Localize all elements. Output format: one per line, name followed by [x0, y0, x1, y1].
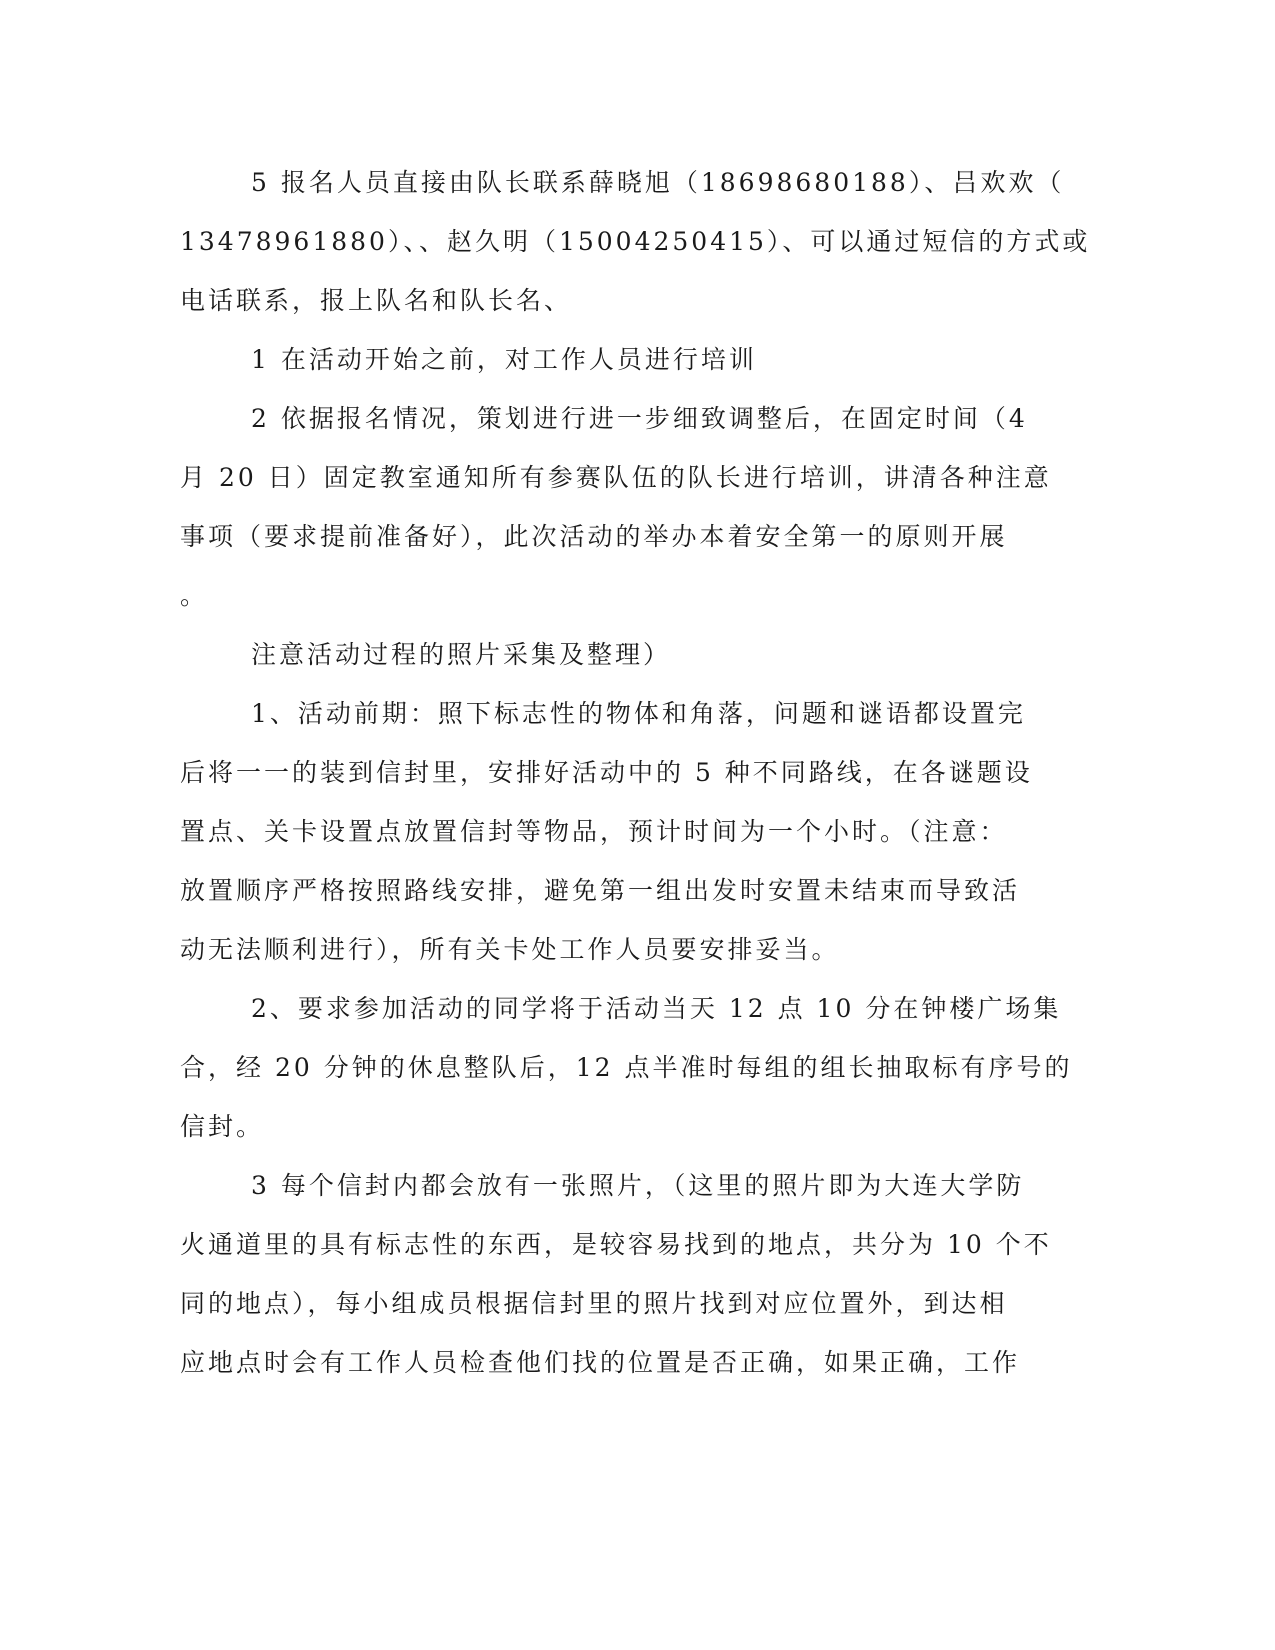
text-line: 信封。 — [180, 1112, 265, 1141]
paragraph — [180, 153, 1091, 330]
text-line: 电话联系，报上队名和队长名、 — [180, 286, 573, 315]
text-line: 置点、关卡设置点放置信封等物品，预计时间为一个小时。（注意： — [180, 817, 1008, 846]
text-line: 后将一一的装到信封里，安排好活动中的 5 种不同路线，在各谜题设 — [180, 758, 1033, 787]
text-line: 。 — [180, 581, 209, 610]
text-line: 事项（要求提前准备好），此次活动的举办本着安全第一的原则开展 — [180, 522, 1008, 551]
paragraph — [180, 389, 1052, 625]
text-line: 2 依据报名情况，策划进行进一步细致调整后，在固定时间（4 — [251, 404, 1028, 433]
paragraph — [180, 979, 1073, 1156]
text-line: 1、活动前期：照下标志性的物体和角落，问题和谜语都设置完 — [251, 699, 1026, 728]
paragraph — [180, 330, 1030, 389]
text-line: 放置顺序严格按照路线安排，避免第一组出发时安置未结束而导致活 — [180, 876, 1021, 905]
paragraph — [180, 684, 1033, 979]
document-body — [180, 153, 1091, 1392]
text-line: 13478961880）、、赵久明（15004250415）、可以通过短信的方式或 — [180, 227, 1091, 256]
text-line: 同的地点），每小组成员根据信封里的照片找到对应位置外，到达相 — [180, 1289, 1008, 1318]
text-line: 1 在活动开始之前，对工作人员进行培训 — [251, 345, 757, 374]
text-line: 动无法顺利进行），所有关卡处工作人员要安排妥当。 — [180, 935, 840, 964]
paragraph — [180, 1156, 1052, 1392]
text-line: 注意活动过程的照片采集及整理） — [251, 640, 672, 669]
text-line: 合，经 20 分钟的休息整队后，12 点半准时每组的组长抽取标有序号的 — [180, 1053, 1073, 1082]
text-line: 应地点时会有工作人员检查他们找的位置是否正确，如果正确，工作 — [180, 1348, 1021, 1377]
text-line: 5 报名人员直接由队长联系薛晓旭（18698680188）、吕欢欢（ — [251, 168, 1065, 197]
text-line: 月 20 日）固定教室通知所有参赛队伍的队长进行培训，讲清各种注意 — [180, 463, 1052, 492]
text-line: 火通道里的具有标志性的东西，是较容易找到的地点，共分为 10 个不 — [180, 1230, 1052, 1259]
text-line: 3 每个信封内都会放有一张照片，（这里的照片即为大连大学防 — [251, 1171, 1025, 1200]
paragraph — [180, 625, 1030, 684]
text-line: 2、要求参加活动的同学将于活动当天 12 点 10 分在钟楼广场集 — [251, 994, 1062, 1023]
